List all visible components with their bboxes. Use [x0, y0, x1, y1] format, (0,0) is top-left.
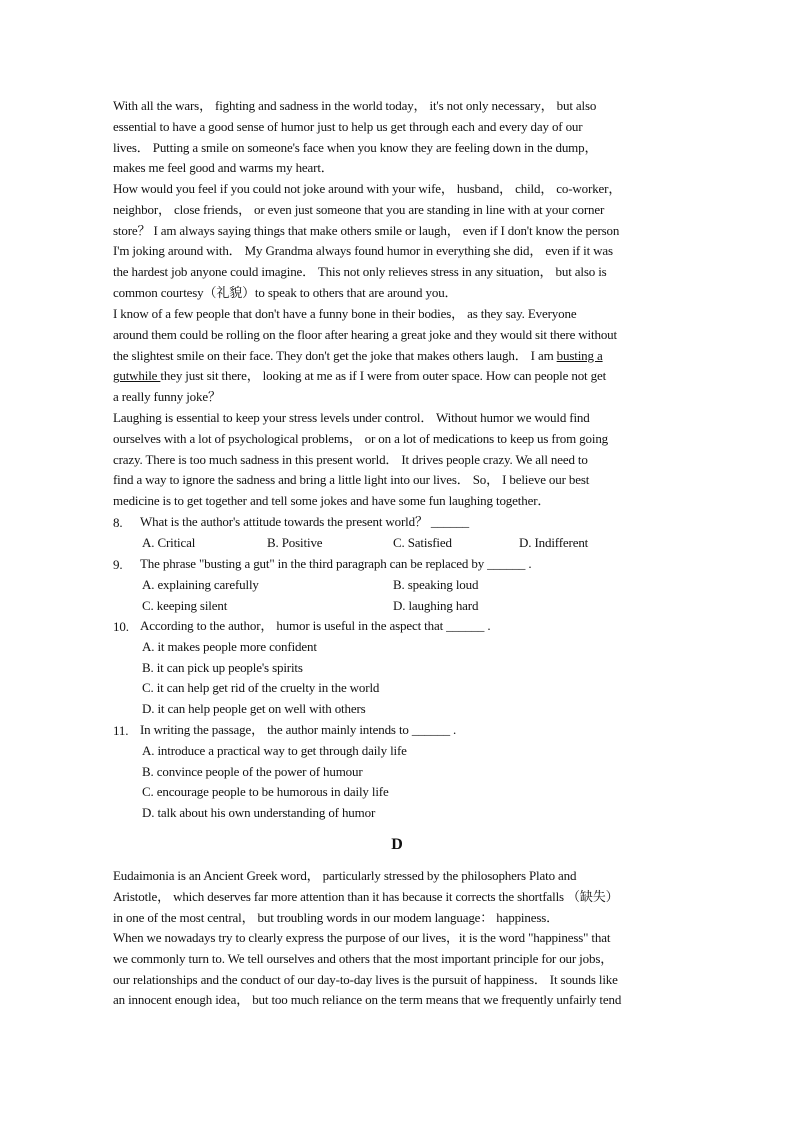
question-text: According to the author， humor is useful in the aspect that ______ .: [140, 618, 491, 633]
text-line: store？ I am always saying things that make others smile or laugh， even if I don't know the person: [113, 222, 620, 238]
passage-c-paragraph-2: [113, 179, 683, 304]
text-line: essential to have a good sense of humor just to help us get through each and every day of our: [113, 118, 583, 134]
option-c[interactable]: C. encourage people to be humorous in daily life: [142, 784, 389, 800]
text-span: they just sit there， looking at me as if I were from outer space. How can people not get: [160, 368, 607, 384]
option-row: [113, 678, 683, 699]
question-stem: [113, 512, 683, 533]
option-row: [113, 741, 683, 762]
option-b[interactable]: B. convince people of the power of humour: [142, 763, 363, 779]
text-line: [113, 346, 683, 367]
option-c[interactable]: C. Satisfied: [393, 534, 452, 550]
underlined-phrase: busting a: [556, 347, 603, 363]
question-9: [113, 554, 683, 616]
option-b[interactable]: B. it can pick up people's spirits: [142, 659, 303, 675]
question-8: [113, 512, 683, 554]
option-row: [113, 803, 683, 824]
text-line: lives． Putting a smile on someone's face when you know they are feeling down in the dump，: [113, 139, 598, 155]
option-b[interactable]: B. speaking loud: [393, 576, 479, 592]
passage-d-paragraph-2: [113, 928, 683, 1011]
passage-c-paragraph-3: [113, 304, 683, 408]
question-text: In writing the passage， the author mainly intends to ______ .: [140, 722, 457, 737]
text-line: the hardest job anyone could imagine． This not only relieves stress in any situation， but also is: [113, 264, 607, 280]
option-a[interactable]: A. it makes people more confident: [142, 638, 317, 654]
text-line: our relationships and the conduct of our day-to-day lives is the pursuit of happiness． It sounds like: [113, 971, 618, 987]
option-a[interactable]: A. explaining carefully: [142, 576, 259, 592]
text-line: With all the wars， fighting and sadness in the world today， it's not only necessary， but also: [113, 98, 597, 113]
text-line: I know of a few people that don't have a funny bone in their bodies， as they say. Everyone: [113, 306, 577, 321]
text-line: crazy. There is too much sadness in this present world． It drives people crazy. We all need to: [113, 451, 588, 467]
question-11: [113, 720, 683, 824]
option-row: [113, 533, 683, 554]
option-row: [113, 637, 683, 658]
option-d[interactable]: D. Indifferent: [519, 534, 589, 550]
text-line: ourselves with a lot of psychological problems， or on a lot of medications to keep us from going: [113, 430, 609, 446]
text-line: Eudaimonia is an Ancient Greek word， particularly stressed by the philosophers Plato and: [113, 868, 577, 883]
text-line: in one of the most central， but troubling words in our modem language： happiness．: [113, 909, 560, 925]
question-stem: [113, 616, 683, 637]
text-line: an innocent enough idea， but too much reliance on the term means that we frequently unfairly tend: [113, 992, 622, 1008]
option-row: [113, 596, 683, 617]
option-row: [113, 762, 683, 783]
passage-d-paragraph-1: [113, 866, 683, 928]
option-d[interactable]: D. talk about his own understanding of humor: [142, 805, 376, 821]
passage-c-paragraph-4: [113, 408, 683, 512]
text-line: makes me feel good and warms my heart．: [113, 160, 334, 176]
text-line: we commonly turn to. We tell ourselves and others that the most important principle for our jobs，: [113, 950, 614, 966]
text-line: Laughing is essential to keep your stress levels under control． Without humor we would find: [113, 410, 590, 425]
option-b[interactable]: B. Positive: [267, 534, 323, 550]
text-line: around them could be rolling on the floor after hearing a great joke and they would sit there without: [113, 326, 617, 342]
text-line: [113, 366, 683, 387]
option-c[interactable]: C. keeping silent: [142, 597, 228, 613]
text-line: How would you feel if you could not joke around with your wife， husband， child， co-worker，: [113, 181, 622, 196]
text-line: Aristotle， which deserves far more attention than it has because it corrects the shortfalls （缺失）: [113, 888, 619, 904]
option-row: [113, 658, 683, 679]
passage-c-paragraph-1: [113, 96, 683, 179]
question-text: The phrase "busting a gut" in the third paragraph can be replaced by ______ .: [140, 556, 532, 571]
option-d[interactable]: D. it can help people get on well with others: [142, 701, 366, 717]
question-stem: [113, 720, 683, 741]
text-line: common courtesy（礼貌）to speak to others that are around you．: [113, 284, 458, 300]
question-number: 8.: [113, 515, 123, 530]
option-a[interactable]: A. introduce a practical way to get through daily life: [142, 742, 407, 758]
question-number: 9.: [113, 557, 123, 572]
text-line: medicine is to get together and tell some jokes and have some fun laughing together．: [113, 493, 551, 509]
option-row: [113, 575, 683, 596]
text-line: find a way to ignore the sadness and bring a little light into our lives． So， I believe our best: [113, 472, 590, 488]
question-10: [113, 616, 683, 720]
text-line: When we nowadays try to clearly express the purpose of our lives，it is the word "happiness" that: [113, 930, 611, 945]
option-a[interactable]: A. Critical: [142, 534, 196, 550]
text-line: a really funny joke？: [113, 389, 221, 405]
option-row: [113, 782, 683, 803]
text-span: the slightest smile on their face. They don't get the joke that makes others laugh． I am: [113, 347, 557, 363]
option-row: [113, 699, 683, 720]
question-number: 11.: [113, 723, 129, 738]
question-text: What is the author's attitude towards the present world？ ______: [140, 514, 470, 529]
section-heading: D: [391, 836, 403, 853]
text-line: neighbor， close friends， or even just someone that you are standing in line with at your corner: [113, 201, 605, 217]
underlined-phrase: gutwhile: [113, 368, 161, 384]
option-c[interactable]: C. it can help get rid of the cruelty in the world: [142, 680, 380, 696]
question-number: 10.: [113, 619, 129, 634]
option-d[interactable]: D. laughing hard: [393, 597, 479, 613]
question-stem: [113, 554, 683, 575]
text-line: I'm joking around with． My Grandma always found humor in everything she did， even if it was: [113, 243, 613, 259]
